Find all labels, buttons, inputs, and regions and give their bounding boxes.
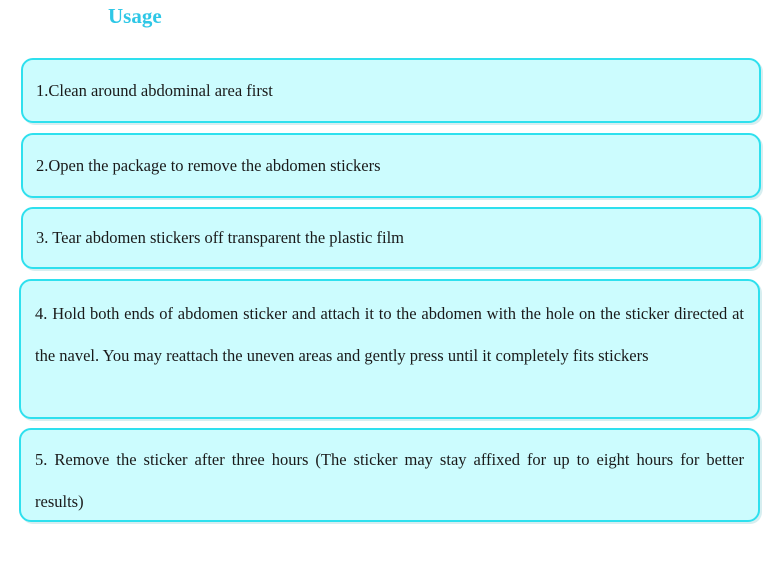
- usage-step-5-text: 5. Remove the sticker after three hours (The sticker may stay affixed for up to eight hours for better results): [35, 450, 744, 511]
- usage-step-4-text: 4. Hold both ends of abdomen sticker and attach it to the abdomen with the hole on the sticker directed at the navel. You may reattach the uneven areas and gently press until it completely fits stickers: [35, 304, 744, 365]
- usage-step-3: [21, 207, 761, 269]
- usage-step-2: [21, 133, 761, 198]
- usage-step-3-text: 3. Tear abdomen stickers off transparent the plastic film: [36, 228, 404, 247]
- usage-step-5: [19, 428, 760, 522]
- usage-step-4: [19, 279, 760, 419]
- usage-step-1-text: 1.Clean around abdominal area first: [36, 80, 273, 100]
- usage-step-1: [21, 58, 761, 123]
- usage-step-2-text: 2.Open the package to remove the abdomen stickers: [36, 155, 381, 175]
- page-title: Usage: [108, 4, 162, 28]
